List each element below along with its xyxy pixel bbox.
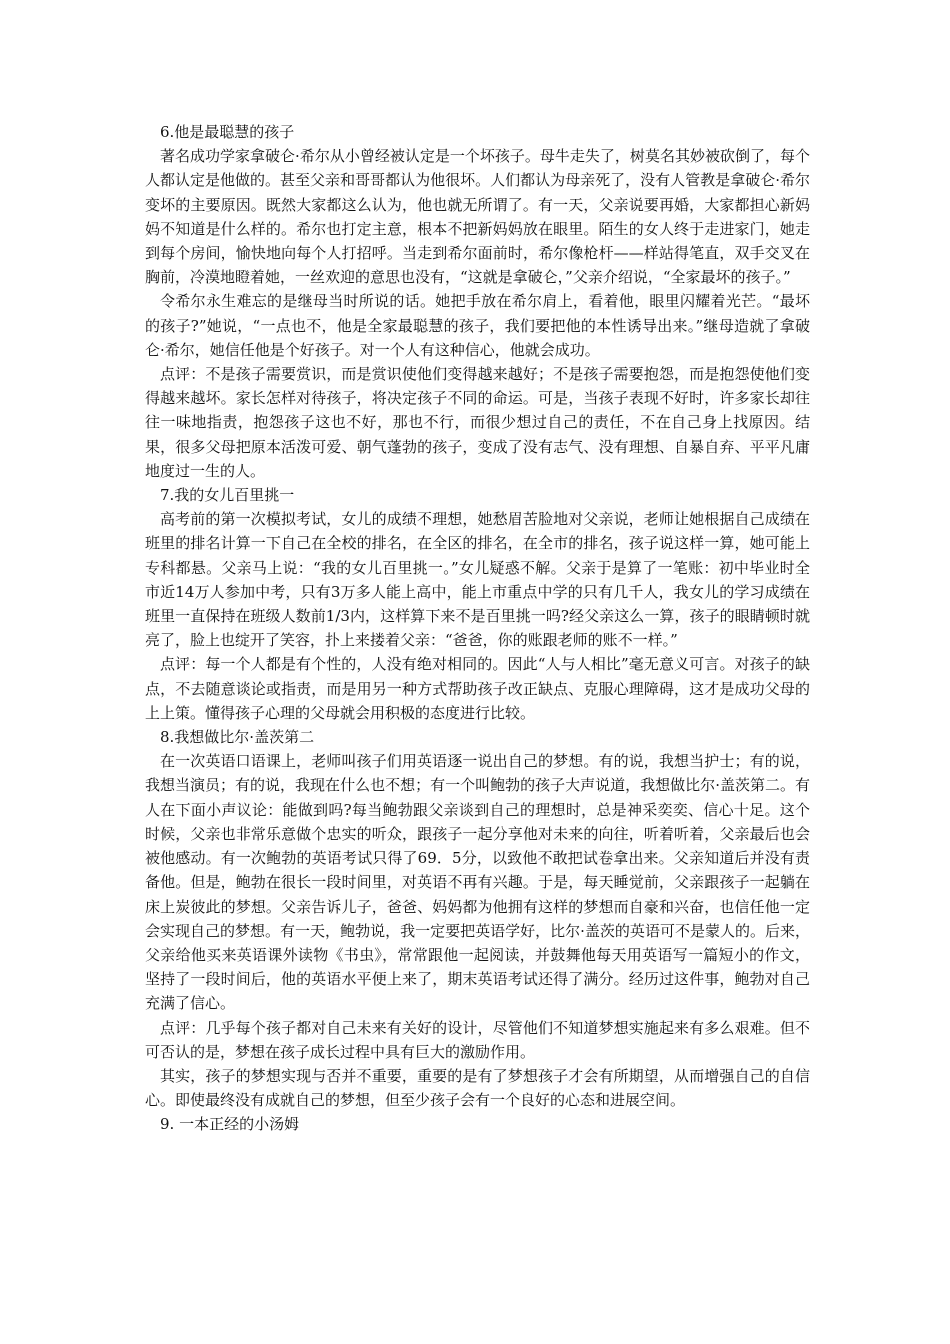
section-heading: 7.我的女儿百里挑一 <box>160 486 295 505</box>
section-paragraph: 著名成功学家拿破仑·希尔从小曾经被认定是一个坏孩子。母牛走失了，树莫名其妙被砍倒了，每个人都认定是他做的。甚至父亲和哥哥都认为他很坏。人们都认为母亲死了，没有人管教是拿破仑·希尔变坏的主要原因。既然大家都这么认为，他也就无所谓了。有一天，父亲说要再婚，大家都担心新妈妈不知道是什么样的。希尔也打定主意，根本不把新妈妈放在眼里。陌生的女人终于走进家门，她走到每个房间，愉快地向每个人打招呼。当走到希尔面前时，希尔像枪杆——样站得笔直，双手交叉在胸前，冷漠地瞪着她，一丝欢迎的意思也没有，“这就是拿破仑，”父亲介绍说，“全家最坏的孩子。” <box>145 147 810 287</box>
comment-paragraph: 点评：几乎每个孩子都对自己未来有关好的设计，尽管他们不知道梦想实施起来有多么艰难。但不可否认的是，梦想在孩子成长过程中具有巨大的激励作用。 <box>145 1018 810 1061</box>
section-paragraph: 高考前的第一次模拟考试，女儿的成绩不理想，她愁眉苦脸地对父亲说，老师让她根据自己成绩在班里的排名计算一下自己在全校的排名，在全区的排名，在全市的排名，孩子说这样一算，她可能上专科都悬。父亲马上说：“我的女儿百里挑一。”女儿疑惑不解。父亲于是算了一笔账：初中毕业时全市近14万人参加中考，只有3万多人能上高中，能上市重点中学的只有几千人，我女儿的学习成绩在班里一直保持在班级人数前1/3内，这样算下来不是百里挑一吗?经父亲这么一算，孩子的眼睛顿时就亮了，脸上也绽开了笑容，扑上来搂着父亲：“爸爸，你的账跟老师的账不一样。” <box>145 510 810 650</box>
comment-paragraph: 点评：不是孩子需要赏识，而是赏识使他们变得越来越好；不是孩子需要抱怨，而是抱怨使他们变得越来越坏。家长怎样对待孩子，将决定孩子不同的命运。可是，当孩子表现不好时，许多家长却往往一味地指责，抱怨孩子这也不好，那也不行，而很少想过自己的责任，不在自己身上找原因。结果，很多父母把原本活泼可爱、朝气蓬勃的孩子，变成了没有志气、没有理想、自暴自弃、平平凡庸地度过一生的人。 <box>145 365 810 480</box>
section-paragraph: 其实，孩子的梦想实现与否并不重要，重要的是有了梦想孩子才会有所期望，从而增强自己的自信心。即使最终没有成就自己的梦想，但至少孩子会有一个良好的心态和进展空间。 <box>145 1066 810 1110</box>
section-heading: 6.他是最聪慧的孩子 <box>160 123 295 141</box>
comment-paragraph: 点评：每一个人都是有个性的，人没有绝对相同的。因此“人与人相比”毫无意义可言。对孩子的缺点，不去随意谈论或指责，而是用另一种方式帮助孩子改正缺点、克服心理障碍，这才是成功父母的上上策。懂得孩子心理的父母就会用积极的态度进行比较。 <box>145 655 810 722</box>
section-heading: 9. 一本正经的小汤姆 <box>160 1115 300 1134</box>
section-paragraph: 令希尔永生难忘的是继母当时所说的话。她把手放在希尔肩上，看着他，眼里闪耀着光芒。“最坏的孩子?”她说，“一点也不，他是全家最聪慧的孩子，我们要把他的本性诱导出来。”继母造就了拿破仑·希尔，她信任他是个好孩子。对一个人有这种信心，他就会成功。 <box>145 292 810 359</box>
section-heading: 8.我想做比尔·盖茨第二 <box>160 728 315 747</box>
section-paragraph: 在一次英语口语课上，老师叫孩子们用英语逐一说出自己的梦想。有的说，我想当护士；有的说，我想当演员；有的说，我现在什么也不想；有一个叫鲍勃的孩子大声说道，我想做比尔·盖茨第二。有人在下面小声议论：能做到吗?每当鲍勃跟父亲谈到自己的理想时，总是神采奕奕、信心十足。这个时候，父亲也非常乐意做个忠实的听众，跟孩子一起分享他对未来的向往，听着听着，父亲最后也会被他感动。有一次鲍勃的英语考试只得了69．5分，以致他不敢把试卷拿出来。父亲知道后并没有责备他。但是，鲍勃在很长一段时间里，对英语不再有兴趣。于是，每天睡觉前，父亲跟孩子一起躺在床上炭彼此的梦想。父亲告诉儿子，爸爸、妈妈都为他拥有这样的梦想而自豪和兴奋，也信任他一定会实现自己的梦想。有一天，鲍勃说，我一定要把英语学好，比尔·盖茨的英语可不是蒙人的。后来，父亲给他买来英语课外读物《书虫》，常常跟他一起阅读，并鼓舞他每天用英语写一篇短小的作文，坚持了一段时间后，他的英语水平便上来了，期末英语考试还得了满分。经历过这件事，鲍勃对自己充满了信心。 <box>145 752 810 1013</box>
document-page <box>145 120 810 1137</box>
